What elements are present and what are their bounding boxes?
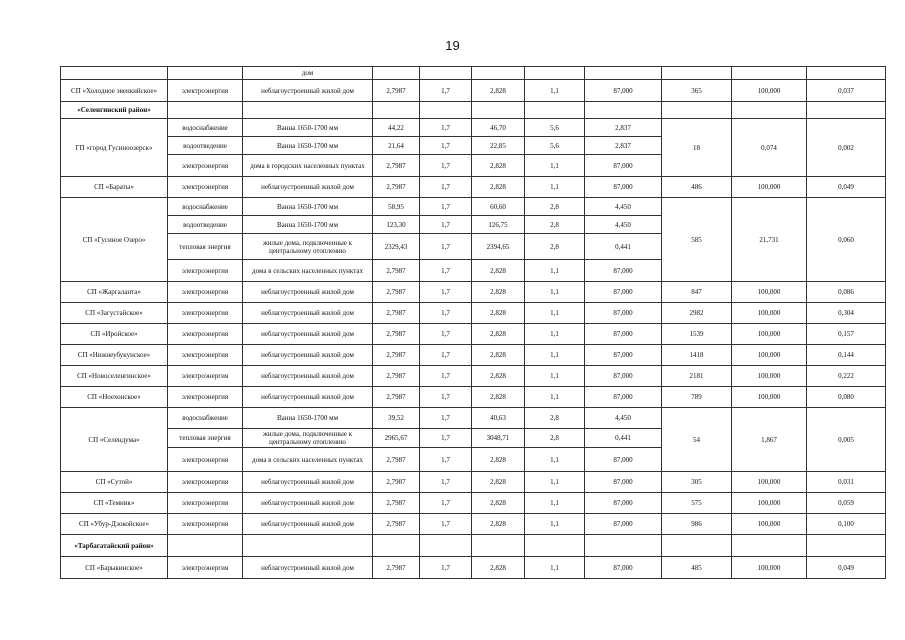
empty-cell: [585, 535, 662, 557]
value-cell: 2,828: [472, 303, 525, 324]
value-cell: [420, 67, 472, 80]
empty-cell: [420, 535, 472, 557]
value-cell: 0,304: [807, 303, 886, 324]
table-row: [61, 345, 886, 366]
empty-cell: [168, 102, 243, 119]
value-cell: 1,7: [420, 514, 472, 535]
value-cell: 1,1: [525, 448, 585, 472]
value-cell: 1,1: [525, 387, 585, 408]
value-cell: 1,1: [525, 80, 585, 102]
consumer-cell: неблагоустроенный жилой дом: [243, 345, 373, 366]
empty-cell: [420, 102, 472, 119]
value-cell: 1,7: [420, 429, 472, 448]
table-row: [61, 198, 886, 216]
value-cell: 100,000: [732, 303, 807, 324]
value-cell: [585, 67, 662, 80]
value-cell: 0,441: [585, 234, 662, 260]
value-cell: 126,75: [472, 216, 525, 234]
value-cell: 2,828: [472, 387, 525, 408]
consumer-cell: неблагоустроенный жилой дом: [243, 282, 373, 303]
value-cell: 100,000: [732, 177, 807, 198]
consumer-cell: Ванна 1650-1700 мм: [243, 216, 373, 234]
value-cell: 1,7: [420, 260, 472, 282]
value-cell: 1,1: [525, 345, 585, 366]
value-cell: 58,95: [373, 198, 420, 216]
value-cell: [662, 67, 732, 80]
value-cell: 2,8: [525, 216, 585, 234]
value-cell: 46,70: [472, 119, 525, 137]
resource-cell: электроэнергия: [168, 155, 243, 177]
value-cell: 1539: [662, 324, 732, 345]
value-cell: 87,000: [585, 345, 662, 366]
settlement-cell: СП «Холодное эвенкийское»: [61, 80, 168, 102]
settlement-cell: СП «Барыкинское»: [61, 557, 168, 579]
consumer-cell: дома в сельских населенных пунктах: [243, 260, 373, 282]
value-cell: 2,7987: [373, 303, 420, 324]
value-cell: 1,1: [525, 155, 585, 177]
resource-cell: электроэнергия: [168, 303, 243, 324]
empty-cell: [662, 535, 732, 557]
value-cell: 1,7: [420, 198, 472, 216]
consumer-cell: неблагоустроенный жилой дом: [243, 324, 373, 345]
value-cell: 21,731: [732, 198, 807, 282]
value-cell: 5,6: [525, 137, 585, 155]
value-cell: 2982: [662, 303, 732, 324]
value-cell: 986: [662, 514, 732, 535]
value-cell: 2,7987: [373, 80, 420, 102]
value-cell: 5,6: [525, 119, 585, 137]
value-cell: 2,7987: [373, 557, 420, 579]
table-row: [61, 324, 886, 345]
consumer-cell: неблагоустроенный жилой дом: [243, 514, 373, 535]
resource-cell: электроэнергия: [168, 448, 243, 472]
value-cell: 123,30: [373, 216, 420, 234]
settlement-cell: СП «Новоселенгинское»: [61, 366, 168, 387]
consumer-cell: неблагоустроенный жилой дом: [243, 557, 373, 579]
value-cell: 100,000: [732, 324, 807, 345]
settlement-cell: СП «Жаргаланта»: [61, 282, 168, 303]
value-cell: 789: [662, 387, 732, 408]
settlement-cell: СП «Убур-Дзокойское»: [61, 514, 168, 535]
value-cell: 0,031: [807, 472, 886, 493]
settlement-cell: СП «Селендума»: [61, 408, 168, 472]
value-cell: 2,7987: [373, 282, 420, 303]
value-cell: 54: [662, 408, 732, 472]
resource-cell: электроэнергия: [168, 260, 243, 282]
empty-cell: [472, 535, 525, 557]
empty-cell: [472, 102, 525, 119]
value-cell: 575: [662, 493, 732, 514]
value-cell: 87,000: [585, 177, 662, 198]
value-cell: 2,7987: [373, 260, 420, 282]
consumer-cell: неблагоустроенный жилой дом: [243, 387, 373, 408]
settlement-cell: СП «Бараты»: [61, 177, 168, 198]
empty-cell: [525, 535, 585, 557]
settlement-cell: СП «Ноехонское»: [61, 387, 168, 408]
value-cell: 1,7: [420, 557, 472, 579]
value-cell: 1,1: [525, 260, 585, 282]
settlement-cell: [61, 67, 168, 80]
value-cell: 847: [662, 282, 732, 303]
table-row: [61, 303, 886, 324]
value-cell: 87,000: [585, 324, 662, 345]
empty-cell: [168, 535, 243, 557]
value-cell: [472, 67, 525, 80]
value-cell: 1,1: [525, 177, 585, 198]
value-cell: 2,828: [472, 448, 525, 472]
value-cell: 87,000: [585, 282, 662, 303]
value-cell: 365: [662, 80, 732, 102]
table-row: [61, 557, 886, 579]
value-cell: 2,828: [472, 366, 525, 387]
value-cell: 2,7987: [373, 345, 420, 366]
value-cell: 0,222: [807, 366, 886, 387]
consumer-cell: неблагоустроенный жилой дом: [243, 472, 373, 493]
settlement-cell: СП «Гусиное Озеро»: [61, 198, 168, 282]
value-cell: 22,85: [472, 137, 525, 155]
value-cell: 87,000: [585, 493, 662, 514]
value-cell: 1,7: [420, 303, 472, 324]
settlement-cell: СП «Нижнеубукунское»: [61, 345, 168, 366]
district-section-row: [61, 535, 886, 557]
value-cell: 100,000: [732, 472, 807, 493]
value-cell: 1,1: [525, 324, 585, 345]
value-cell: 2,828: [472, 155, 525, 177]
table-row: [61, 472, 886, 493]
value-cell: 2,7987: [373, 177, 420, 198]
value-cell: 2181: [662, 366, 732, 387]
table-row: [61, 408, 886, 429]
value-cell: 0,059: [807, 493, 886, 514]
value-cell: 1,1: [525, 303, 585, 324]
value-cell: 2,8: [525, 234, 585, 260]
consumer-cell: жилые дома, подключенные к центральному отоплению: [243, 234, 373, 260]
value-cell: [732, 67, 807, 80]
empty-cell: [732, 535, 807, 557]
empty-cell: [662, 102, 732, 119]
value-cell: 1,7: [420, 80, 472, 102]
value-cell: 100,000: [732, 514, 807, 535]
resource-cell: электроэнергия: [168, 472, 243, 493]
value-cell: 1,7: [420, 177, 472, 198]
value-cell: 486: [662, 177, 732, 198]
page-number: 19: [445, 38, 460, 53]
table-row: [61, 366, 886, 387]
value-cell: 2,837: [585, 119, 662, 137]
settlement-cell: СП «Сутой»: [61, 472, 168, 493]
value-cell: 1,1: [525, 557, 585, 579]
value-cell: 1,7: [420, 282, 472, 303]
district-name-cell: «Тарбагатайский район»: [61, 535, 168, 557]
value-cell: 2,828: [472, 260, 525, 282]
value-cell: 60,60: [472, 198, 525, 216]
value-cell: 2,7987: [373, 493, 420, 514]
value-cell: 1,7: [420, 408, 472, 429]
resource-cell: электроэнергия: [168, 345, 243, 366]
value-cell: 2,8: [525, 198, 585, 216]
resource-cell: тепловая энергия: [168, 234, 243, 260]
value-cell: 2,828: [472, 557, 525, 579]
value-cell: 1,7: [420, 155, 472, 177]
value-cell: 2,7987: [373, 387, 420, 408]
value-cell: 1,867: [732, 408, 807, 472]
table-row: [61, 80, 886, 102]
value-cell: 1,7: [420, 324, 472, 345]
consumer-cell: Ванна 1650-1700 мм: [243, 408, 373, 429]
consumer-cell: дома в городских населенных пунктах: [243, 155, 373, 177]
value-cell: 1,7: [420, 366, 472, 387]
value-cell: 1,7: [420, 448, 472, 472]
empty-cell: [243, 535, 373, 557]
value-cell: 87,000: [585, 80, 662, 102]
settlement-cell: СП «Иройское»: [61, 324, 168, 345]
consumer-cell: дома в сельских населенных пунктах: [243, 448, 373, 472]
value-cell: 1,7: [420, 387, 472, 408]
value-cell: 2,7987: [373, 366, 420, 387]
value-cell: 44,22: [373, 119, 420, 137]
resource-cell: электроэнергия: [168, 493, 243, 514]
value-cell: 1,7: [420, 119, 472, 137]
consumer-cell: жилые дома, подключенные к центральному отоплению: [243, 429, 373, 448]
value-cell: 87,000: [585, 260, 662, 282]
consumer-cell: Ванна 1650-1700 мм: [243, 198, 373, 216]
value-cell: 87,000: [585, 514, 662, 535]
value-cell: 0,144: [807, 345, 886, 366]
value-cell: 87,000: [585, 557, 662, 579]
value-cell: 2,828: [472, 282, 525, 303]
consumer-cell: неблагоустроенный жилой дом: [243, 303, 373, 324]
value-cell: 1,1: [525, 514, 585, 535]
value-cell: 0,080: [807, 387, 886, 408]
value-cell: 2,7987: [373, 448, 420, 472]
value-cell: 21,64: [373, 137, 420, 155]
value-cell: 2329,43: [373, 234, 420, 260]
value-cell: 4,450: [585, 408, 662, 429]
value-cell: [373, 67, 420, 80]
value-cell: 0,086: [807, 282, 886, 303]
table-row: [61, 514, 886, 535]
value-cell: [525, 67, 585, 80]
empty-cell: [373, 535, 420, 557]
value-cell: 1,1: [525, 282, 585, 303]
consumer-cell: неблагоустроенный жилой дом: [243, 366, 373, 387]
value-cell: 2,828: [472, 177, 525, 198]
resource-cell: электроэнергия: [168, 177, 243, 198]
value-cell: 100,000: [732, 282, 807, 303]
value-cell: 1,7: [420, 137, 472, 155]
tariff-table: [60, 66, 886, 579]
district-section-row: [61, 102, 886, 119]
table-row: [61, 493, 886, 514]
value-cell: 0,002: [807, 119, 886, 177]
value-cell: 2,828: [472, 345, 525, 366]
resource-cell: тепловая энергия: [168, 429, 243, 448]
table-row: [61, 282, 886, 303]
value-cell: 100,000: [732, 387, 807, 408]
resource-cell: водоснабжение: [168, 198, 243, 216]
value-cell: 4,450: [585, 216, 662, 234]
value-cell: 2,7987: [373, 155, 420, 177]
value-cell: 0,100: [807, 514, 886, 535]
value-cell: 0,060: [807, 198, 886, 282]
table-row: [61, 119, 886, 137]
value-cell: 1,7: [420, 216, 472, 234]
value-cell: 100,000: [732, 345, 807, 366]
empty-cell: [732, 102, 807, 119]
consumer-cell: неблагоустроенный жилой дом: [243, 80, 373, 102]
value-cell: 305: [662, 472, 732, 493]
value-cell: 0,074: [732, 119, 807, 177]
value-cell: 100,000: [732, 557, 807, 579]
value-cell: 1,7: [420, 472, 472, 493]
value-cell: 0,049: [807, 557, 886, 579]
value-cell: 40,63: [472, 408, 525, 429]
value-cell: 1,1: [525, 472, 585, 493]
consumer-cell: Ванна 1650-1700 мм: [243, 137, 373, 155]
empty-cell: [585, 102, 662, 119]
value-cell: 18: [662, 119, 732, 177]
resource-cell: электроэнергия: [168, 282, 243, 303]
table-row: [61, 387, 886, 408]
resource-cell: [168, 67, 243, 80]
resource-cell: водоотведение: [168, 137, 243, 155]
value-cell: 585: [662, 198, 732, 282]
value-cell: 2,7987: [373, 514, 420, 535]
value-cell: 1,7: [420, 345, 472, 366]
settlement-cell: СП «Темник»: [61, 493, 168, 514]
value-cell: 0,441: [585, 429, 662, 448]
value-cell: 87,000: [585, 448, 662, 472]
value-cell: 1,7: [420, 234, 472, 260]
value-cell: 1418: [662, 345, 732, 366]
value-cell: 100,000: [732, 493, 807, 514]
value-cell: 0,037: [807, 80, 886, 102]
value-cell: 100,000: [732, 80, 807, 102]
consumer-cell: Ванна 1650-1700 мм: [243, 119, 373, 137]
value-cell: 2,7987: [373, 324, 420, 345]
value-cell: 485: [662, 557, 732, 579]
table-row: [61, 67, 886, 80]
value-cell: 0,005: [807, 408, 886, 472]
value-cell: 2,828: [472, 493, 525, 514]
value-cell: 100,000: [732, 366, 807, 387]
value-cell: 2,828: [472, 514, 525, 535]
value-cell: 0,157: [807, 324, 886, 345]
value-cell: 4,450: [585, 198, 662, 216]
resource-cell: водоснабжение: [168, 408, 243, 429]
consumer-cell: дом: [243, 67, 373, 80]
value-cell: 2,7987: [373, 472, 420, 493]
value-cell: 39,52: [373, 408, 420, 429]
resource-cell: электроэнергия: [168, 324, 243, 345]
empty-cell: [807, 102, 886, 119]
settlement-cell: ГП «город Гусиноозерск»: [61, 119, 168, 177]
value-cell: 2,837: [585, 137, 662, 155]
value-cell: 87,000: [585, 155, 662, 177]
consumer-cell: неблагоустроенный жилой дом: [243, 177, 373, 198]
empty-cell: [373, 102, 420, 119]
resource-cell: электроэнергия: [168, 366, 243, 387]
value-cell: 87,000: [585, 366, 662, 387]
value-cell: 87,000: [585, 472, 662, 493]
resource-cell: водоотведение: [168, 216, 243, 234]
value-cell: 1,1: [525, 493, 585, 514]
value-cell: 87,000: [585, 387, 662, 408]
value-cell: 2965,67: [373, 429, 420, 448]
consumer-cell: неблагоустроенный жилой дом: [243, 493, 373, 514]
value-cell: 1,7: [420, 493, 472, 514]
resource-cell: электроэнергия: [168, 514, 243, 535]
value-cell: 2,828: [472, 472, 525, 493]
value-cell: 0,049: [807, 177, 886, 198]
value-cell: [807, 67, 886, 80]
value-cell: 3048,71: [472, 429, 525, 448]
resource-cell: электроэнергия: [168, 557, 243, 579]
value-cell: 2,8: [525, 429, 585, 448]
value-cell: 2,828: [472, 324, 525, 345]
empty-cell: [807, 535, 886, 557]
value-cell: 2,8: [525, 408, 585, 429]
table-row: [61, 177, 886, 198]
value-cell: 1,1: [525, 366, 585, 387]
value-cell: 2394,65: [472, 234, 525, 260]
resource-cell: электроэнергия: [168, 387, 243, 408]
resource-cell: водоснабжение: [168, 119, 243, 137]
empty-cell: [525, 102, 585, 119]
settlement-cell: СП «Загустайское»: [61, 303, 168, 324]
empty-cell: [243, 102, 373, 119]
value-cell: 87,000: [585, 303, 662, 324]
value-cell: 2,828: [472, 80, 525, 102]
district-name-cell: «Селенгинский район»: [61, 102, 168, 119]
resource-cell: электроэнергия: [168, 80, 243, 102]
